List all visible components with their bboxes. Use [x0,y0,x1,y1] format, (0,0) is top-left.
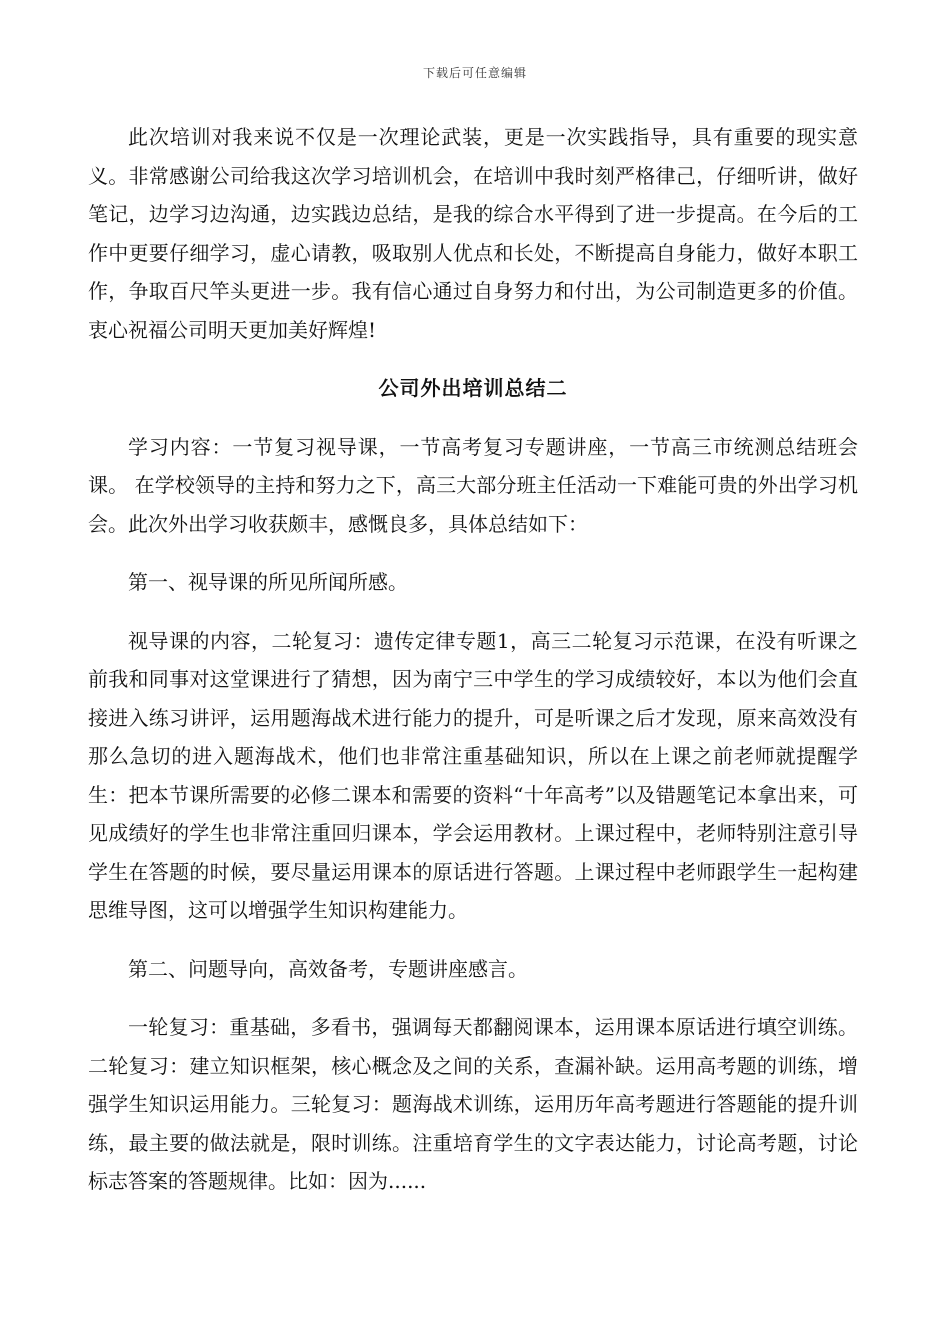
header-note: 下载后可任意编辑 [422,66,527,80]
spacer [88,988,858,1008]
spacer [88,930,858,950]
document-body [88,118,858,1201]
paragraph-heading-first: 第一、视导课的所见所闻所感。 [128,570,408,594]
spacer [88,349,858,369]
paragraph-observation-class: 视导课的内容，二轮复习：遗传定律专题1，高三二轮复习示范课，在没有听课之前我和同事对这堂课进行了猜想，因为南宁三中学生的学习成绩较好，本以为他们会直接进入练习讲评，运用题海战术进行能力的提升，可是听课之后才发现，原来高效没有那么急切的进入题海战术，他们也非常注重基础知识，所以在上课之前老师就提醒学生：把本节课所需要的必修二课本和需要的资料“十年高考”以及错题笔记本拿出来，可见成绩好的学生也非常注重回归课本，学会运用教材。上课过程中，老师特别注意引导学生在答题的时候，要尽量运用课本的原话进行答题。上课过程中老师跟学生一起构建思维导图，这可以增强学生知识构建能力。 [88,628,858,922]
paragraph-heading-second: 第二、问题导向，高效备考，专题讲座感言。 [128,956,528,981]
spacer [88,602,858,622]
spacer [88,408,858,428]
paragraph-review-rounds: 一轮复习：重基础，多看书，强调每天都翻阅课本，运用课本原话进行填空训练。二轮复习：建立知识框架，核心概念及之间的关系，查漏补缺。运用高考题的训练，增强学生知识运用能力。三轮复习：题海战术训练，运用历年高考题进行答题能的提升训练，最主要的做法就是，限时训练。注重培育学生的文字表达能力，讨论高考题，讨论标志答案的答题规律。比如：因为...... [88,1015,858,1193]
section-title: 公司外出培训总结二 [378,376,568,400]
intro-paragraph: 此次培训对我来说不仅是一次理论武装，更是一次实践指导，具有重要的现实意义。非常感谢公司给我这次学习培训机会，在培训中我时刻严格律己，仔细听讲，做好笔记，边学习边沟通，边实践边总结，是我的综合水平得到了进一步提高。在今后的工作中更要仔细学习，虚心请教，吸取别人优点和长处，不断提高自身能力，做好本职工作，争取百尺竿头更进一步。我有信心通过自身努力和付出，为公司制造更多的价值。衷心祝福公司明天更加美好辉煌! [88,125,858,342]
spacer [88,543,858,563]
paragraph-study-content: 学习内容：一节复习视导课，一节高考复习专题讲座，一节高三市统测总结班会课。 在学校领导的主持和努力之下，高三大部分班主任活动一下难能可贵的外出学习机会。此次外出学习收获颇丰，感慨良多，具体总结如下： [88,434,858,536]
